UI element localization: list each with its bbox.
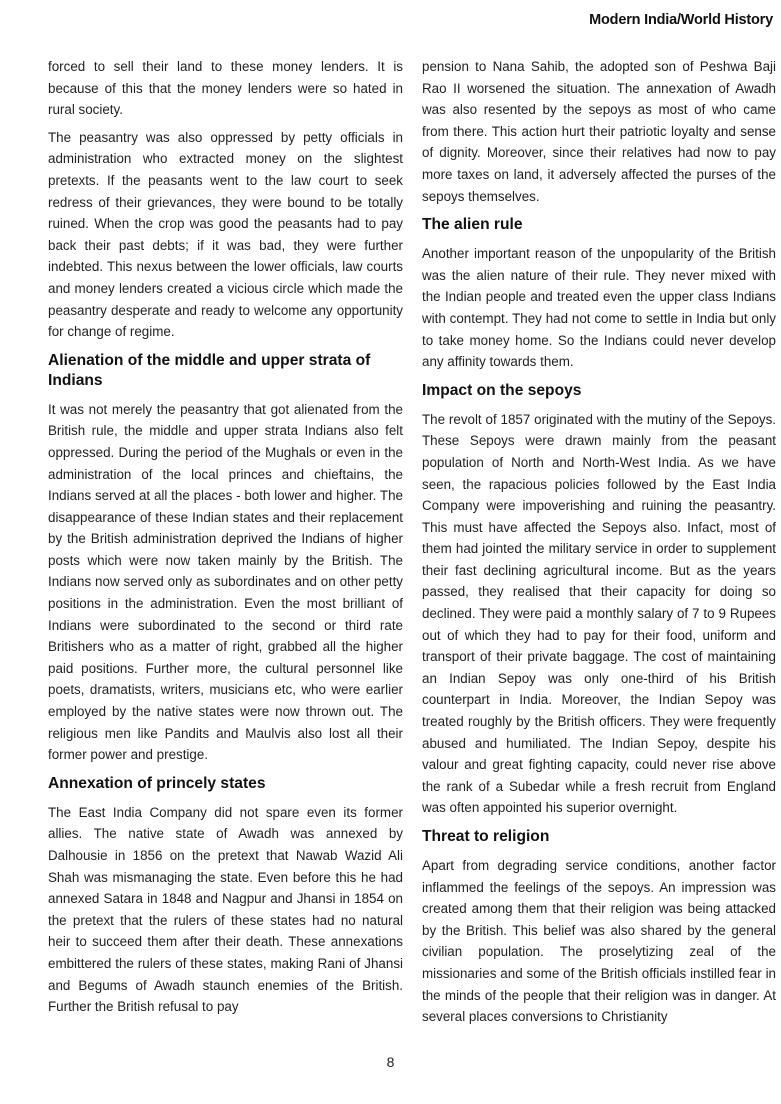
section-heading: The alien rule (422, 216, 523, 234)
right-column (422, 56, 776, 1034)
paragraph: The peasantry was also oppressed by petty officials in administration who extracted money on the slightest pretexts. If the peasants went to the law court to seek redress of their grievances, they were bound to be totally ruined. When the crop was good the peasants had to pay back their past debts; if it was bad, they were further indebted. This nexus between the lower officials, law courts and money lenders created a vicious circle which made the peasantry desperate and ready to welcome any opportunity for change of regime. (48, 129, 403, 340)
left-column (48, 56, 403, 1024)
paragraph: The revolt of 1857 originated with the mutiny of the Sepoys. These Sepoys were drawn mainly from the peasant population of North and North-West India. As we have seen, the rapacious policies followed by the East India Company were impoverishing and ruining the peasantry. This must have affected the Sepoys also. Infact, most of them had jointed the military service in order to supplement their fast declining agricultural income. But as the years passed, they realised that their capacity for doing so declined. They were paid a monthly salary of 7 to 9 Rupees out of which they had to pay for their food, uniform and transport of their private baggage. The cost of maintaining an Indian Sepoy was only one-third of his British counterpart in India. Moreover, the Indian Sepoy was treated roughly by the British officers. They were frequently abused and humiliated. The Indian Sepoy, despite his valour and great fighting capacity, could never rise above the rank of a Subedar while a fresh recruit from England was often appointed his superior overnight. (422, 411, 776, 816)
paragraph: Another important reason of the unpopularity of the British was the alien nature of their rule. They never mixed with the Indian people and treated even the upper class Indians with contempt. They had not come to settle in India but only to take money home. So the Indians could never develop any affinity towards them. (422, 246, 776, 370)
section-heading: Alienation of the middle and upper strata of Indians (48, 351, 371, 389)
section-heading: Impact on the sepoys (422, 381, 582, 399)
running-header-title: Modern India/World History (589, 12, 773, 28)
paragraph: The East India Company did not spare even its former allies. The native state of Awadh was annexed by Dalhousie in 1856 on the pretext that Nawab Wazid Ali Shah was mismanaging the state. Even before this he had annexed Satara in 1848 and Nagpur and Jhansi in 1854 on the pretext that the rulers of these states had no natural heir to succeed them after their death. These annexations embittered the rulers of these states, making Rani of Jhansi and Begums of Awadh staunch enemies of the British. Further the British refusal to pay (48, 804, 403, 1015)
paragraph: It was not merely the peasantry that got alienated from the British rule, the middle and upper strata Indians also felt oppressed. During the period of the Mughals or even in the administration of the local princes and chieftains, the Indians served at all the places - both lower and higher. The disappearance of these Indian states and their replacement by the British administration deprived the Indians of higher posts which were now taken mainly by the British. The Indians now served only as subordinates and on other petty positions in the administration. Even the most brilliant of Indians were subordinated to the second or third rate Britishers who as a matter of right, grabbed all the higher paid positions. Further more, the cultural personnel like poets, dramatists, writers, musicians etc, who were earlier employed by the native states were now thrown out. The religious men like Pandits and Maulvis also lost all their former power and prestige. (48, 401, 403, 763)
paragraph: Apart from degrading service conditions, another factor inflammed the feelings of the sepoys. An impression was created among them that their religion was being attacked by the British. This belief was also shared by the general civilian population. The proselytizing zeal of the missionaries and some of the British officials instilled fear in the minds of the people that their religion was in danger. At several places conversions to Christianity (422, 858, 776, 1025)
section-heading: Annexation of princely states (48, 774, 266, 792)
paragraph: pension to Nana Sahib, the adopted son of Peshwa Baji Rao II worsened the situation. The annexation of Awadh was also resented by the sepoys as most of who came from there. This action hurt their patriotic loyalty and sense of dignity. Moreover, since their relatives had now to pay more taxes on land, it adversely affected the purses of the sepoys themselves. (422, 59, 776, 204)
page-number: 8 (386, 1054, 395, 1070)
paragraph: forced to sell their land to these money lenders. It is because of this that the money lenders were so hated in rural society. (48, 59, 403, 118)
section-heading: Threat to religion (422, 828, 550, 845)
